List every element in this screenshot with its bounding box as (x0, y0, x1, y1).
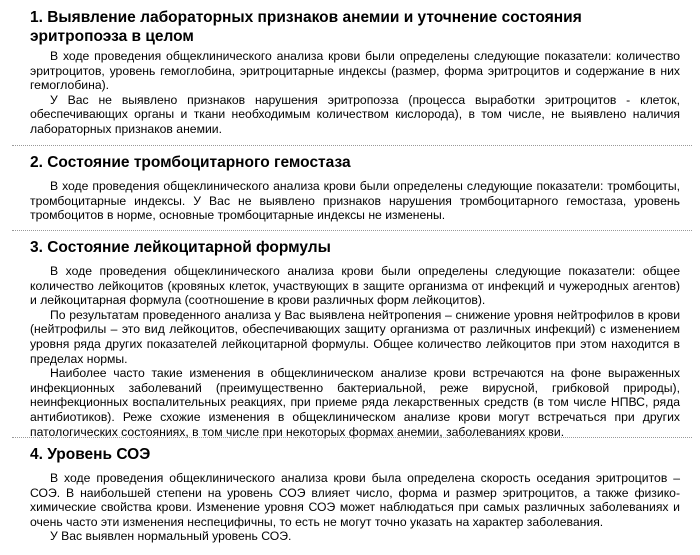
section-paragraph: В ходе проведения общеклинического анализа крови были определены следующие показатели: общее количество лейкоцитов (кровяных клеток, участвующих в защите организма от инфекций и чужеродных агентов) и лейкоцитарная формула (соотношение в крови различных форм лейкоцитов). (30, 264, 680, 308)
section-divider (12, 230, 692, 231)
section-title: 2. Состояние тромбоцитарного гемостаза (30, 154, 351, 171)
section-divider (12, 437, 692, 438)
section-paragraph: По результатам проведенного анализа у Вас выявлена нейтропения – снижение уровня нейтрофилов в крови (нейтрофилы – это вид лейкоцитов, обеспечивающих защиту организма от различных инфекций) с изменением уровня ряда других показателей лейкоцитарной формулы. Общее количество лейкоцитов при этом находится в пределах нормы. (30, 307, 680, 366)
section-esr-level (0, 445, 700, 544)
section-title: 3. Состояние лейкоцитарной формулы (30, 239, 331, 256)
section-paragraph: В ходе проведения общеклинического анализа крови была определена скорость оседания эритроцитов – СОЭ. В наибольшей степени на уровень СОЭ влияет число, форма и размер эритроцитов, а также физико-химические свойства крови. Изменение уровня СОЭ может наблюдаться при самых различных заболеваниях и очень часто эти изменения неспецифичны, то есть не могут точно указать на характер заболевания. (30, 471, 680, 529)
section-paragraph: В ходе проведения общеклинического анализа крови были определены следующие показатели: тромбоциты, тромбоцитарные индексы. У Вас не выявлено признаков нарушения тромбоцитарного гемостаза, уровень тромбоцитов в норме, основные тромбоцитарные индексы не изменены. (30, 179, 680, 223)
section-divider (12, 145, 692, 146)
section-paragraph: Наиболее часто такие изменения в общеклиническом анализе крови встречаются на фоне выраженных инфекционных заболеваний (преимущественно бактериальной, реже вирусной, грибковой природы), неинфекционных воспалительных реакциях, при приеме ряда лекарственных средств (в том числе НПВС, ряда антибиотиков). Реже схожие изменения в общеклиническом анализе крови могут встречаться при других патологических состояниях, в том числе при некоторых формах анемии, заболеваниях крови. (30, 366, 680, 439)
section-paragraph: У Вас не выявлено признаков нарушения эритропоэза (процесса выработки эритроцитов - клеток, обеспечивающих органы и ткани необходимым количеством кислорода), в том числе, не выявлено наличия лабораторных признаков анемии. (30, 92, 680, 136)
section-title: 1. Выявление лабораторных признаков анемии и уточнение состояния эритропоэза в целом (30, 9, 582, 45)
section-erythropoiesis (0, 8, 700, 137)
section-paragraph: В ходе проведения общеклинического анализа крови были определены следующие показатели: количество эритроцитов, уровень гемоглобина, эритроцитарные индексы (размер, форма эритроцитов и содержание в них гемоглобина). (30, 49, 680, 93)
section-platelet-hemostasis (0, 153, 700, 223)
section-title: 4. Уровень СОЭ (30, 446, 151, 463)
section-leukocyte-formula (0, 238, 700, 439)
section-paragraph: У Вас выявлен нормальный уровень СОЭ. (50, 529, 292, 544)
